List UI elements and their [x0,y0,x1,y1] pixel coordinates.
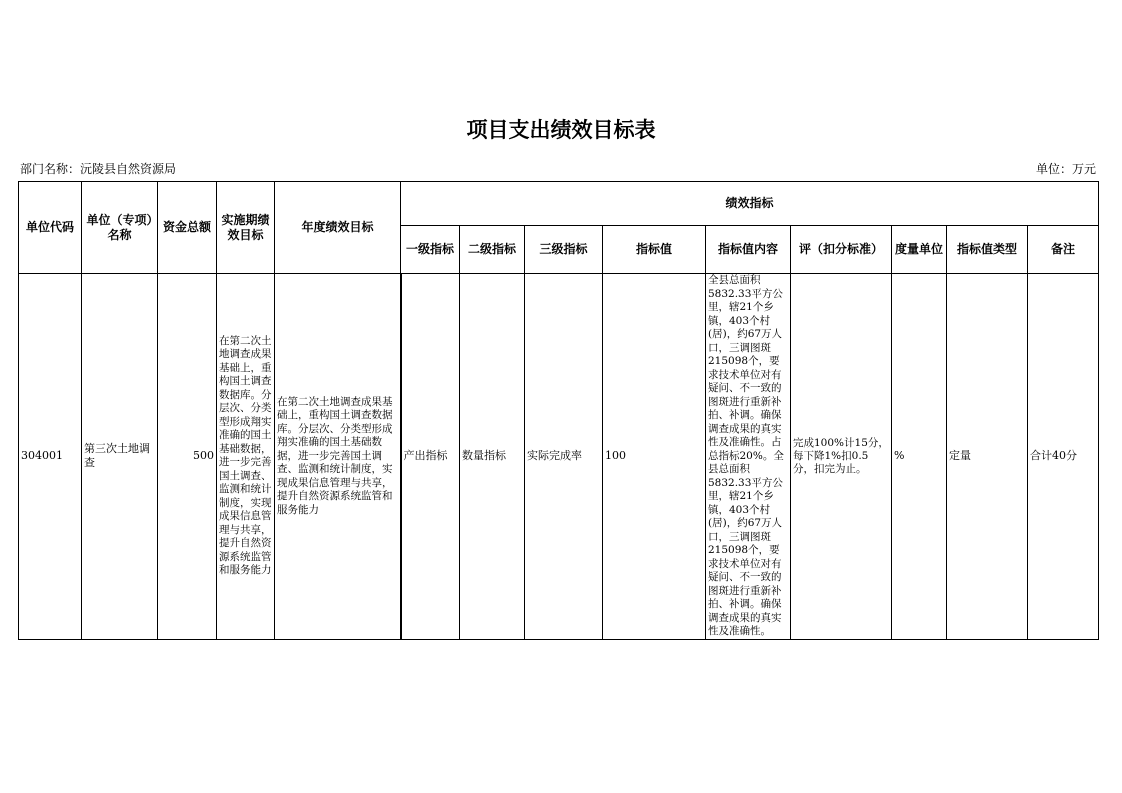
cell-measure-unit: % [892,274,947,640]
cell-funds-total: 500 [158,274,217,640]
header-unit-code: 单位代码 [19,182,82,274]
header-funds-total: 资金总额 [158,182,217,274]
header-period-goal: 实施期绩效目标 [217,182,275,274]
header-value-type: 指标值类型 [947,226,1028,274]
cell-level2: 数量指标 [460,274,525,640]
header-value-content: 指标值内容 [706,226,791,274]
performance-table [18,181,1099,640]
department-label: 部门名称：沅陵县自然资源局 [20,162,177,176]
cell-scoring: 完成100%计15分，每下降1%扣0.5分，扣完为止。 [791,274,892,640]
cell-annual-goal: 在第二次土地调查成果基础上，重构国土调查数据库。分层次、分类型形成翔实准确的国土基础数据，进一步完善国土调查、监测和统计制度，实现成果信息管理与共享，提升自然资源系统监管和服务能力 [275,274,401,640]
header-level3: 三级指标 [525,226,603,274]
header-measure-unit: 度量单位 [892,226,947,274]
page-title: 项目支出绩效目标表 [466,118,656,142]
cell-value-content: 全县总面积5832.33平方公里，辖21个乡镇，403个村(居)，约67万人口，三调图斑215098个，要求技术单位对有疑问、不一致的图斑进行重新补拍、补调。确保调查成果的真实性及准确性。占总指标20%。全县总面积5832.33平方公里，辖21个乡镇，403个村(居)，约67万人口，三调图斑215098个，要求技术单位对有疑问、不一致的图斑进行重新补拍、补调。确保调查成果的真实性及准确性。 [706,274,791,640]
unit-label: 单位：万元 [1035,162,1096,176]
cell-value-type: 定量 [947,274,1028,640]
header-level1: 一级指标 [401,226,460,274]
cell-period-goal: 在第二次土地调查成果基础上，重构国土调查数据库。分层次、分类型形成翔实准确的国土基础数据，进一步完善国土调查、监测和统计制度，实现成果信息管理与共享，提升自然资源系统监管和服务能力 [217,274,275,640]
header-row-1 [19,182,1099,226]
cell-unit-name: 第三次土地调查 [82,274,158,640]
header-scoring: 评（扣分标准） [791,226,892,274]
table-row [19,274,1099,640]
header-value: 指标值 [603,226,706,274]
cell-remark: 合计40分 [1028,274,1099,640]
cell-level1: 产出指标 [401,274,460,640]
cell-unit-code: 304001 [19,274,82,640]
header-performance-indicators: 绩效指标 [401,182,1099,226]
header-level2: 二级指标 [460,226,525,274]
header-remark: 备注 [1028,226,1099,274]
header-annual-goal: 年度绩效目标 [275,182,401,274]
header-unit-name: 单位（专项）名称 [82,182,158,274]
cell-level3: 实际完成率 [525,274,603,640]
cell-value: 100 [603,274,706,640]
